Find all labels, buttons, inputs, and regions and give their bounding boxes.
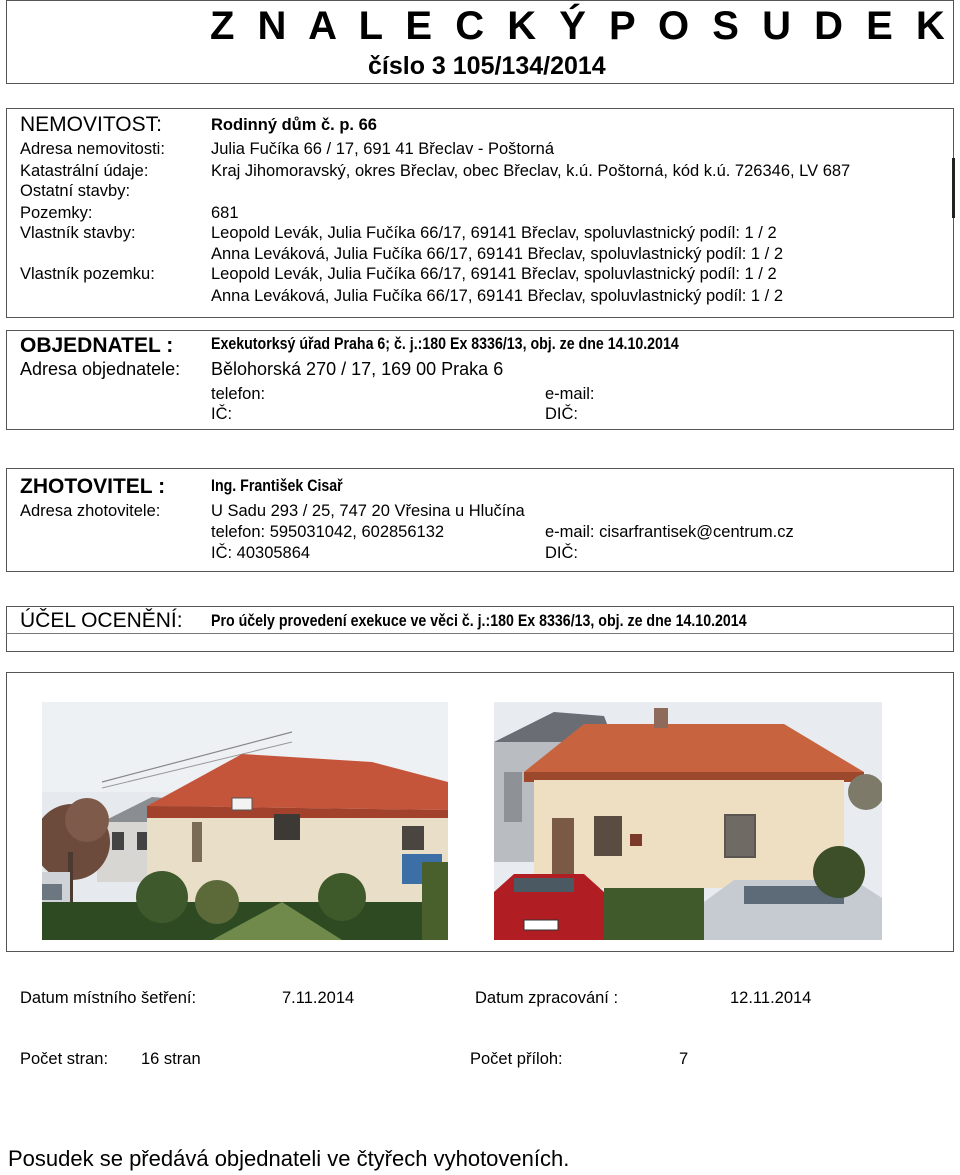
property-side-marker <box>952 158 955 218</box>
document-number: číslo 3 105/134/2014 <box>368 52 606 80</box>
footer-note: Posudek se předává objednateli ve čtyřech vyhotoveních. <box>8 1146 570 1171</box>
document-title: Z N A L E C K Ý P O S U D E K <box>210 4 951 48</box>
purpose-heading: ÚČEL OCENĚNÍ: <box>20 609 183 632</box>
photo-right <box>494 702 882 940</box>
client-phone-label: telefon: <box>211 385 266 403</box>
processed-date-value: 12.11.2014 <box>730 989 812 1007</box>
client-dic-label: DIČ: <box>545 405 578 423</box>
property-value-building-owner-2: Anna Leváková, Julia Fučíka 66/17, 69141 Břeclav, spoluvlastnický podíl: 1 / 2 <box>211 245 784 263</box>
page-count-label: Počet stran: <box>20 1050 109 1068</box>
purpose-value: Pro účely provedení exekuce ve věci č. j.:180 Ex 8336/13, obj. ze dne 14.10.2014 <box>211 612 747 630</box>
contractor-phone: telefon: 595031042, 602856132 <box>211 523 445 541</box>
property-label-land-owner: Vlastník pozemku: <box>20 265 155 283</box>
contractor-ic: IČ: 40305864 <box>211 544 311 562</box>
client-heading: OBJEDNATEL : <box>20 334 174 357</box>
processed-date-label: Datum zpracování : <box>475 989 619 1007</box>
property-label-other-buildings: Ostatní stavby: <box>20 182 131 200</box>
survey-date-label: Datum místního šetření: <box>20 989 197 1007</box>
client-address-value: Bělohorská 270 / 17, 169 00 Praka 6 <box>211 359 504 379</box>
property-label-land: Pozemky: <box>20 204 93 222</box>
client-address-label: Adresa objednatele: <box>20 359 181 379</box>
purpose-divider <box>6 633 954 634</box>
property-heading: NEMOVITOST: <box>20 113 162 136</box>
property-label-cadastral: Katastrální údaje: <box>20 162 149 180</box>
contractor-address-value: U Sadu 293 / 25, 747 20 Vřesina u Hlučína <box>211 502 525 520</box>
property-heading-value: Rodinný dům č. p. 66 <box>211 116 377 134</box>
photo-left <box>42 702 448 940</box>
client-email-label: e-mail: <box>545 385 595 403</box>
contractor-heading-value: Ing. František Cisař <box>211 477 343 495</box>
contractor-dic: DIČ: <box>545 544 578 562</box>
survey-date-value: 7.11.2014 <box>282 989 355 1007</box>
property-value-address: Julia Fučíka 66 / 17, 691 41 Břeclav - Poštorná <box>211 140 555 158</box>
property-label-building-owner: Vlastník stavby: <box>20 224 136 242</box>
client-heading-value: Exekutorksý úřad Praha 6; č. j.:180 Ex 8336/13, obj. ze dne 14.10.2014 <box>211 335 679 353</box>
attachment-count-value: 7 <box>679 1050 689 1068</box>
contractor-address-label: Adresa zhotovitele: <box>20 502 161 520</box>
property-label-address: Adresa nemovitosti: <box>20 140 165 158</box>
attachment-count-label: Počet příloh: <box>470 1050 563 1068</box>
property-value-cadastral: Kraj Jihomoravský, okres Břeclav, obec Břeclav, k.ú. Poštorná, kód k.ú. 726346, LV 687 <box>211 162 851 180</box>
property-value-land-owner-2: Anna Leváková, Julia Fučíka 66/17, 69141 Břeclav, spoluvlastnický podíl: 1 / 2 <box>211 287 784 305</box>
property-value-land-owner-1: Leopold Levák, Julia Fučíka 66/17, 69141 Břeclav, spoluvlastnický podíl: 1 / 2 <box>211 265 777 283</box>
contractor-email: e-mail: cisarfrantisek@centrum.cz <box>545 523 794 541</box>
client-ic-label: IČ: <box>211 405 233 423</box>
property-value-building-owner-1: Leopold Levák, Julia Fučíka 66/17, 69141 Břeclav, spoluvlastnický podíl: 1 / 2 <box>211 224 777 242</box>
page-count-value: 16 stran <box>141 1050 201 1068</box>
contractor-heading: ZHOTOVITEL : <box>20 475 166 498</box>
property-value-land: 681 <box>211 204 239 222</box>
